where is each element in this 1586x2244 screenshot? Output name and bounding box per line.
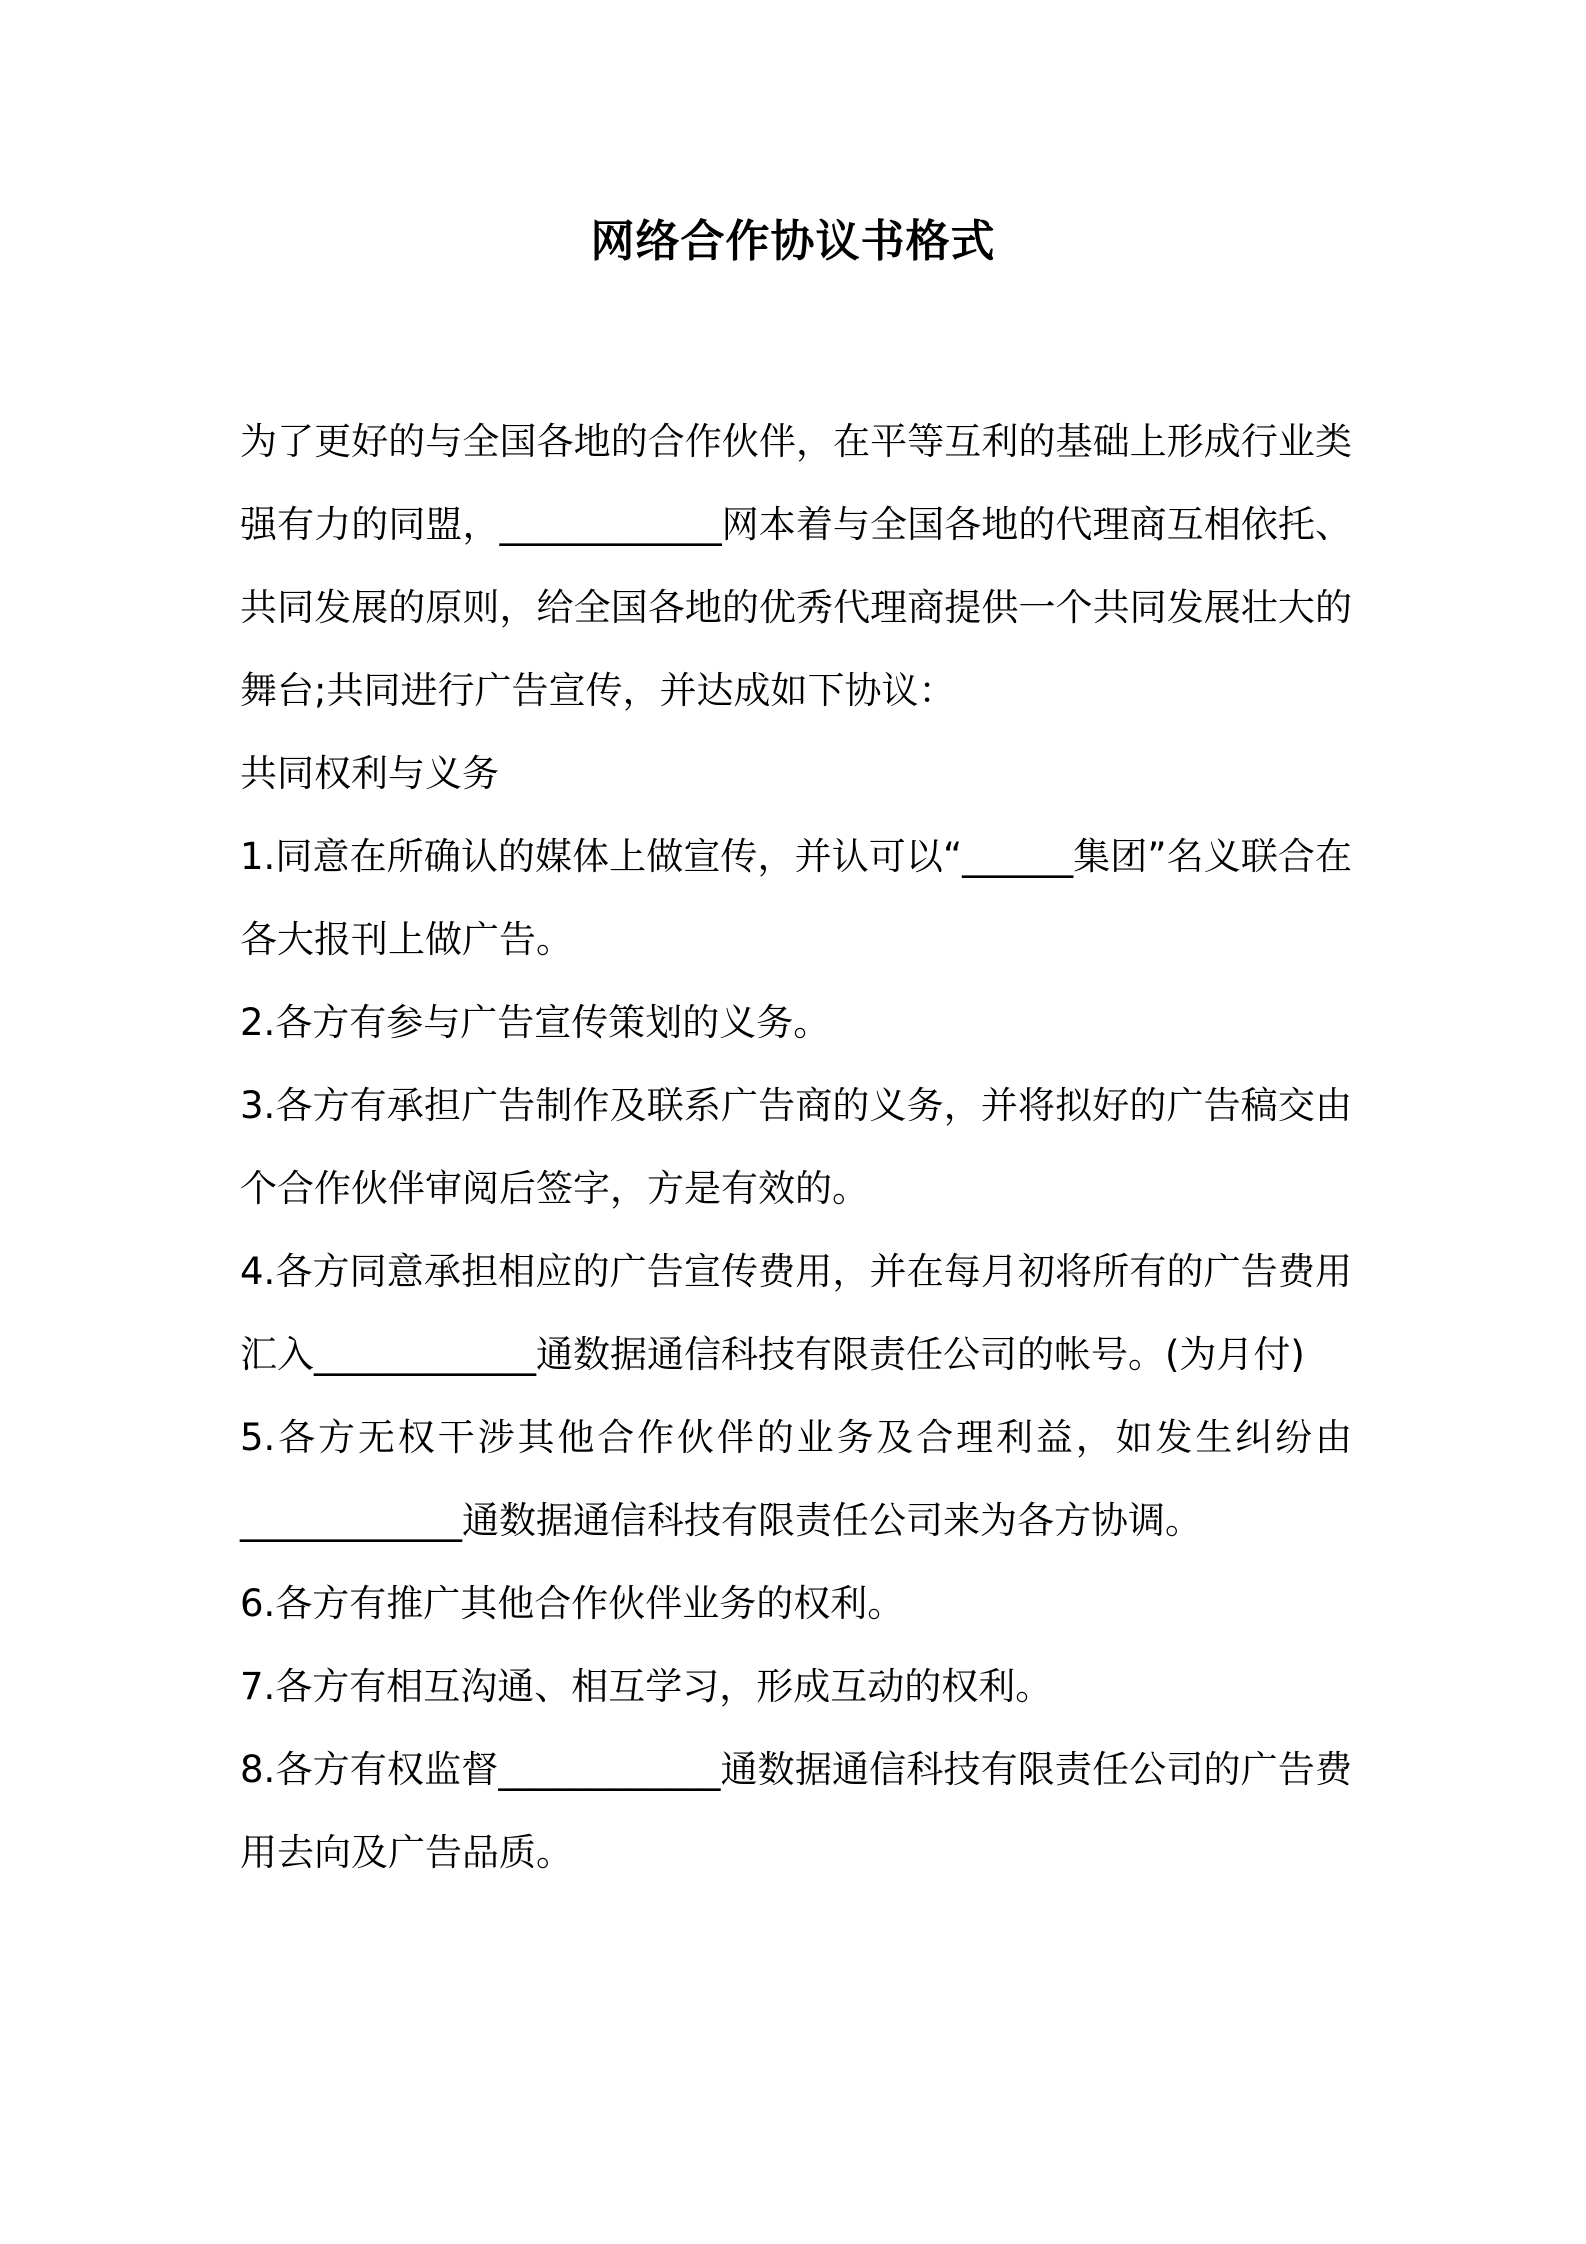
document-body xyxy=(240,400,1352,1894)
clause-3: 3.各方有承担广告制作及联系广告商的义务，并将拟好的广告稿交由个合作伙伴审阅后签字，方是有效的。 xyxy=(240,1084,1352,1210)
clause-8: 8.各方有权监督____________通数据通信科技有限责任公司的广告费用去向及广告品质。 xyxy=(240,1748,1352,1874)
clause-2: 2.各方有参与广告宣传策划的义务。 xyxy=(240,1001,831,1044)
clause-5: 5.各方无权干涉其他合作伙伴的业务及合理利益，如发生纠纷由____________通数据通信科技有限责任公司来为各方协调。 xyxy=(240,1416,1352,1542)
clause-4: 4.各方同意承担相应的广告宣传费用，并在每月初将所有的广告费用汇入____________通数据通信科技有限责任公司的帐号。(为月付) xyxy=(240,1250,1352,1376)
intro-paragraph: 为了更好的与全国各地的合作伙伴，在平等互利的基础上形成行业类强有力的同盟，____________网本着与全国各地的代理商互相依托、共同发展的原则，给全国各地的优秀代理商提供一个共同发展壮大的舞台;共同进行广告宣传，并达成如下协议： xyxy=(240,420,1352,712)
clause-7: 7.各方有相互沟通、相互学习，形成互动的权利。 xyxy=(240,1665,1053,1708)
clause-1: 1.同意在所确认的媒体上做宣传，并认可以“______集团”名义联合在各大报刊上做广告。 xyxy=(240,835,1352,961)
clause-6: 6.各方有推广其他合作伙伴业务的权利。 xyxy=(240,1582,905,1625)
section-heading: 共同权利与义务 xyxy=(240,752,499,795)
document-title: 网络合作协议书格式 xyxy=(590,216,996,267)
